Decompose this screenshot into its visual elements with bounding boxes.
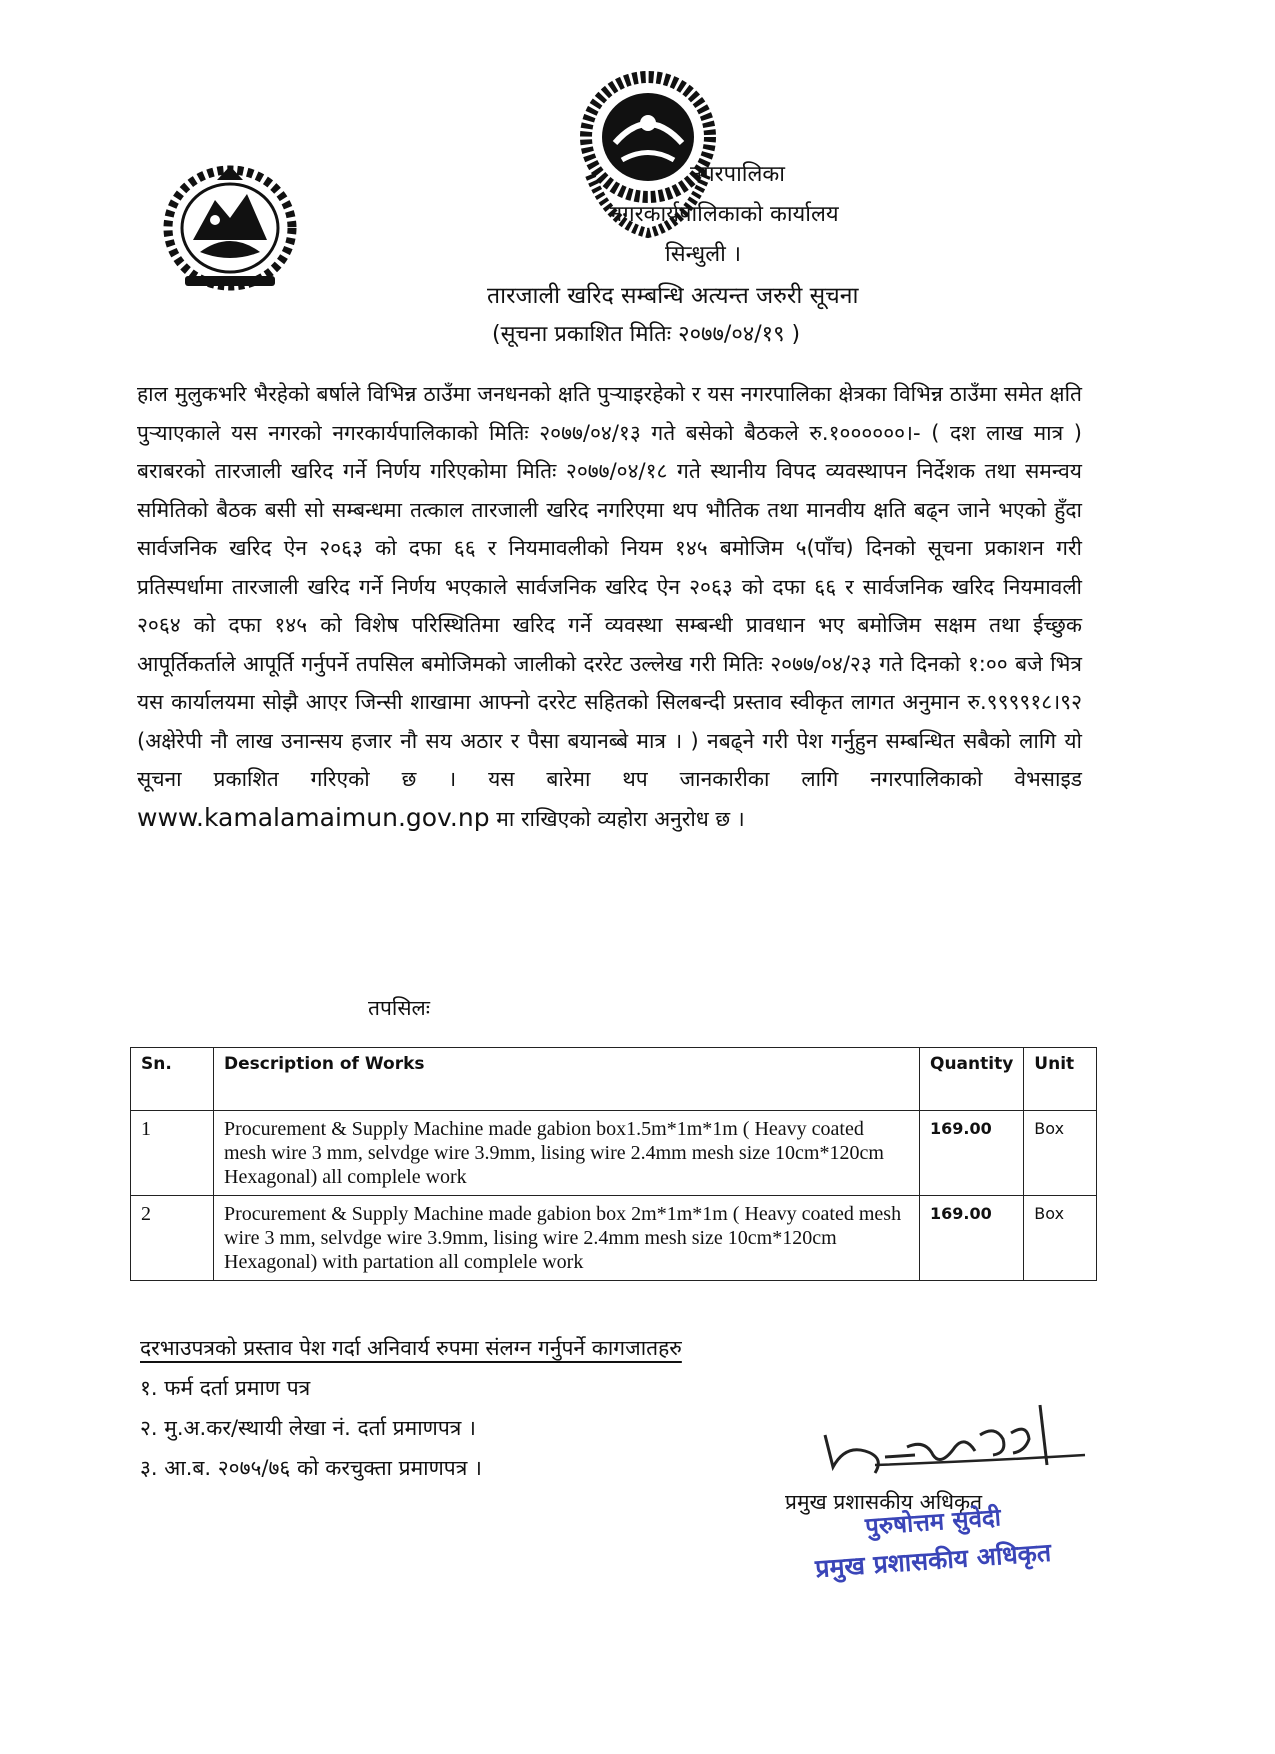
document-item: २. मु.अ.कर/स्थायी लेखा नं. दर्ता प्रमाणपत्र । <box>140 1416 476 1440</box>
header-description: Description of Works <box>214 1048 920 1111</box>
row-quantity: 169.00 <box>920 1111 1024 1196</box>
nepal-government-emblem-icon <box>155 160 305 295</box>
notice-closing: मा राखिएको व्यहोरा अनुरोध छ । <box>496 806 745 831</box>
signatory-title: प्रमुख प्रशासकीय अधिकृत <box>785 1490 983 1514</box>
stamp-name: पुरुषोत्तम सुवेदी <box>864 1503 1002 1541</box>
handwritten-signature-icon <box>815 1395 1095 1485</box>
notice-paragraph: हाल मुलुकभरि भैरहेको बर्षाले विभिन्न ठाउँमा जनधनको क्षति पुऱ्याइरहेको र यस नगरपालिका क्षेत्रका विभिन्न ठाउँमा समेत क्षति पुऱ्याएकाले यस नगरको नगरकार्यपालिकाको मितिः २०७७/०४/१३ गते बसेको बैठकले रु.१००००००।- ( दश लाख मात्र ) बराबरको तारजाली खरिद गर्ने निर्णय गरिएकोमा मितिः २०७७/०४/१८ गते स्थानीय विपद व्यवस्थापन निर्देशक तथा समन्वय समितिको बैठक बसी सो सम्बन्धमा तत्काल तारजाली खरिद नगरिएमा थप भौतिक तथा मानवीय क्षति बढ्न जाने भएको हुँदा सार्वजनिक खरिद ऐन २०६३ को दफा ६६ र नियमावलीको नियम १४५ बमोजिम ५(पाँच) दिनको सूचना प्रकाशन गरी प्रतिस्पर्धामा तारजाली खरिद गर्ने निर्णय भएकाले सार्वजनिक खरिद ऐन २०६३ को दफा ६६ र सार्वजनिक खरिद नियमावली २०६४ को दफा १४५ को विशेष परिस्थितिमा खरिद गर्ने व्यवस्था सम्बन्धी प्रावधान भए बमोजिम सक्षम तथा ईच्छुक आपूर्तिकर्ताले आपूर्ति गर्नुपर्ने तपसिल बमोजिमको जालीको दररेट उल्लेख गरी मितिः २०७७/०४/२३ गते दिनको १:०० बजे भित्र यस कार्यालयमा सोझै आएर जिन्सी शाखामा आफ्नो दररेट सहितको सिलबन्दी प्रस्ताव स्वीकृत लागत अनुमान रु.९९९९१८।९२ (अक्षेरेपी नौ लाख उनान्सय हजार नौ सय अठार र पैसा बयानब्बे मात्र । ) नबढ्ने गरी पेश गर्नुहुन सम्बन्धित सबैको लागि यो सूचना प्रकाशित गरिएको छ । यस बारेमा थप जानकारीका लागि नगरपालिकाको वेभसाइड <box>137 382 1082 791</box>
row-sn: 2 <box>131 1196 214 1281</box>
works-table <box>130 1047 1097 1281</box>
website-link[interactable]: www.kamalamaimun.gov.np <box>137 802 490 832</box>
table-header-row <box>131 1048 1097 1111</box>
office-line-municipality: नगरपालिका <box>690 162 785 187</box>
header-unit: Unit <box>1024 1048 1097 1111</box>
table-row <box>131 1196 1097 1281</box>
row-unit: Box <box>1024 1111 1097 1196</box>
row-unit: Box <box>1024 1196 1097 1281</box>
notice-body <box>137 375 1082 838</box>
notice-title: तारजाली खरिद सम्बन्धि अत्यन्त जरुरी सूचना <box>487 283 859 309</box>
document-item: १. फर्म दर्ता प्रमाण पत्र <box>140 1376 311 1400</box>
row-quantity: 169.00 <box>920 1196 1024 1281</box>
row-description: Procurement & Supply Machine made gabion box 2m*1m*1m ( Heavy coated mesh wire 3 mm, selvdge wire 3.9mm, lising wire 2.4mm mesh size 10cm*120cm Hexagonal) with partation all complele work <box>214 1196 920 1281</box>
documents-heading: दरभाउपत्रको प्रस्ताव पेश गर्दा अनिवार्य रुपमा संलग्न गर्नुपर्ने कागजातहरु <box>140 1336 682 1360</box>
table-row <box>131 1111 1097 1196</box>
details-label: तपसिलः <box>368 996 431 1020</box>
row-description: Procurement & Supply Machine made gabion box1.5m*1m*1m ( Heavy coated mesh wire 3 mm, selvdge wire 3.9mm, lising wire 2.4mm mesh size 10cm*120cm Hexagonal) all complele work <box>214 1111 920 1196</box>
row-sn: 1 <box>131 1111 214 1196</box>
header-sn: Sn. <box>131 1048 214 1111</box>
stamp-title: प्रमुख प्रशासकीय अधिकृत <box>814 1537 1052 1584</box>
notice-date: (सूचना प्रकाशित मितिः २०७७/०४/१९ ) <box>492 322 801 347</box>
office-line-office: नगरकार्यपालिकाको कार्यालय <box>610 202 839 227</box>
official-stamp <box>815 1505 1095 1585</box>
office-line-location: सिन्धुली । <box>665 242 742 267</box>
header-quantity: Quantity <box>920 1048 1024 1111</box>
document-item: ३. आ.ब. २०७५/७६ को करचुक्ता प्रमाणपत्र । <box>140 1456 482 1480</box>
